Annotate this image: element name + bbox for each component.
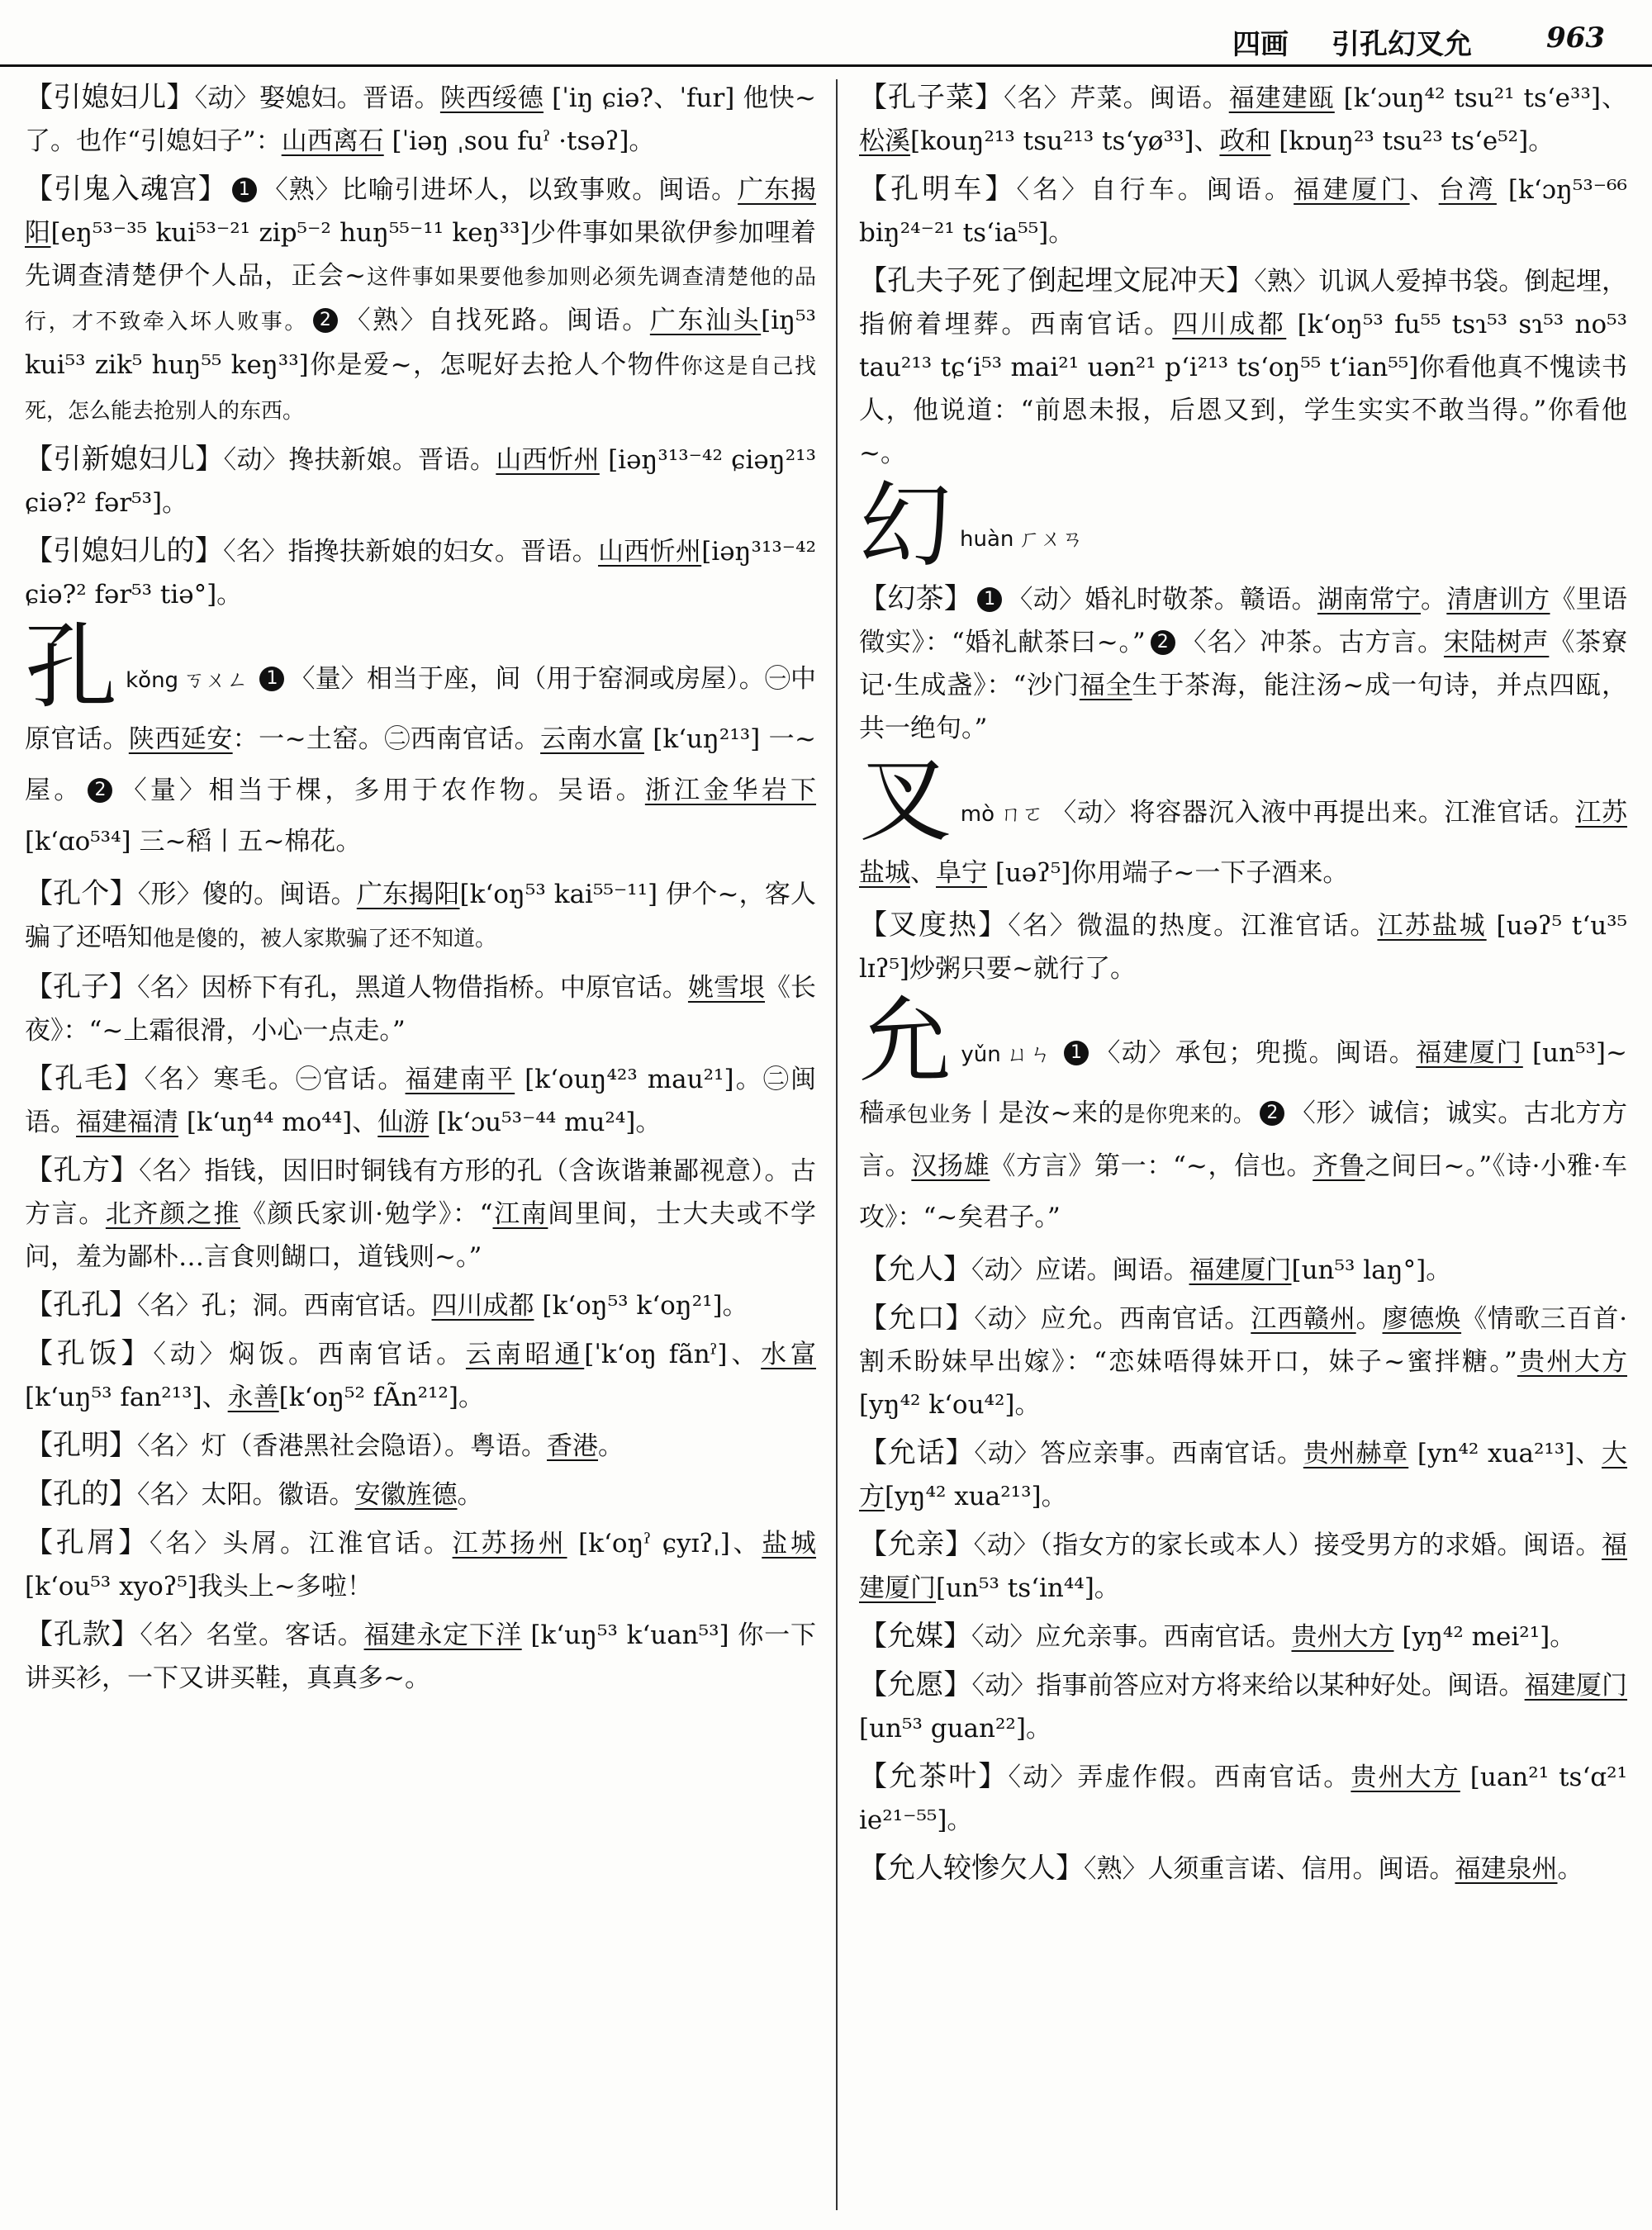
page-number: 963 [1546,21,1605,55]
entry-text: 〈动〉应允。西南官话。 [974,1304,1251,1334]
entry-text: 《方言》第一：“~，信也。 [990,1151,1313,1181]
dictionary-entry [25,529,816,616]
entry-text: 〈量〉相当于棵，多用于农作物。吴语。 [117,776,645,805]
dictionary-entry [25,168,816,433]
dictionary-entry [859,577,1627,750]
dictionary-entry [859,259,1627,475]
pinyin: mò [960,802,995,827]
entry-headword: 【孔方】 [25,1154,140,1187]
head-character: 允 [859,988,953,1095]
entry-headword: 【引媳妇儿】 [25,81,195,114]
entry-text: [yŋ⁴² xua²¹³]。 [885,1482,1067,1511]
entry-text: 〈熟〉自找死路。闽语。 [342,306,650,335]
place-name: 香港 [547,1431,598,1461]
place-name: 浙江金华岩下 [644,776,817,805]
place-name: 江苏盐城 [859,798,1627,888]
entry-text: 之间曰~。”《诗·小雅·车攻》：“~矣君子。” [859,1151,1628,1232]
zhuyin: ㄎㄨㄥ [183,668,249,693]
sense-number: 2 [1151,630,1175,655]
entry-text: 〈动〉婚礼时敬茶。赣语。 [1007,585,1317,614]
place-name: 齐鲁 [1313,1151,1365,1181]
entry-text: 、 [910,858,936,888]
sense-number: 2 [313,308,338,333]
entry-text: [kʻɔuŋ⁴² tsu²¹ tsʻe³³]、 [1334,83,1627,113]
place-name: 江西赣州 [1251,1304,1356,1334]
head-character: 幻 [859,472,952,580]
place-name: 北齐颜之推 [105,1199,241,1229]
entry-text: 《里语徵实》：“婚礼献茶曰~。” [859,585,1628,657]
head-character: 孔 [25,614,118,721]
entry-text: 〈名〉名堂。客话。 [140,1620,364,1650]
entry-headword: 【允人较惨欠人】 [859,1852,1084,1885]
head-character: 叉 [859,747,952,855]
gloss-text: 是你兜来的。 [1123,1103,1256,1127]
entry-headword: 【孔子菜】 [859,81,1004,114]
place-name: 汉扬雄 [911,1151,990,1181]
entry-text: [kʻoŋ⁵³ kʻoŋ²¹]。 [534,1291,748,1321]
entry-text: 。 [1557,1854,1583,1884]
entry-text: [kʻouŋ⁴²³ mau²¹]。㊁闽语。 [25,1065,817,1137]
entry-text: 〈动〉焖饭。西南官话。 [153,1340,466,1369]
entry-text: 〈动〉答应亲事。西南官话。 [974,1439,1303,1468]
dictionary-entry [25,1521,816,1608]
place-name: 贵州大方 [1291,1622,1394,1652]
place-name: 贵州赫章 [1303,1439,1409,1468]
sense-number: 1 [977,587,1002,612]
place-name: 贵州大方 [1351,1763,1460,1792]
right-column [859,76,1627,1896]
pinyin: kǒng [126,668,179,693]
entry-text: 〈名〉头屑。江淮官话。 [149,1529,453,1559]
entry-text: 〈熟〉讥讽人爱掉书袋。倒起埋，指俯着埋葬。西南官话。 [859,267,1627,339]
place-name: 广东揭阳 [25,175,817,248]
place-name: 山西离石 [281,126,384,156]
entry-text: [eŋ⁵³⁻³⁵ kui⁵³⁻²¹ zip⁵⁻² huŋ⁵⁵⁻¹¹ keŋ³³]少件事如果欲伊参加哩着先调查清楚伊个人品，正会~ [25,218,817,291]
place-name: 福建南平 [405,1065,515,1094]
dictionary-entry [859,1248,1627,1292]
place-name: 山西忻州 [496,445,600,475]
dictionary-entry [859,1847,1627,1891]
dictionary-entry [25,1473,816,1516]
place-name: 福建厦门 [859,1530,1628,1603]
entry-text: 〈形〉傻的。闽语。 [137,880,357,909]
character-entry [859,472,1627,580]
entry-text: [kʻoŋ⁵² fÃn²¹²]。 [278,1383,484,1412]
place-name: 陕西绥德 [439,83,544,113]
place-name: 福建建瓯 [1228,83,1335,113]
entry-headword: 【孔毛】 [25,1062,145,1095]
header-characters: 引孔幻叉允 [1332,28,1472,61]
entry-headword: 【引媳妇儿的】 [25,534,224,567]
place-name: 四川成都 [1172,310,1287,339]
entry-text: [kʻɔŋ⁵³⁻⁶⁶ biŋ²⁴⁻²¹ tsʻia⁵⁵]。 [859,175,1628,248]
dictionary-entry [25,1057,816,1144]
dictionary-entry [859,1615,1627,1658]
dictionary-entry [859,904,1627,990]
entry-text: [kʻuŋ⁴⁴ mo⁴⁴]、 [178,1108,378,1137]
place-name: 云南昭通 [465,1340,585,1369]
entry-text: [un⁵³ tsʻin⁴⁴]。 [936,1573,1120,1603]
dictionary-entry [859,1297,1627,1426]
character-entry [25,614,817,867]
entry-text: [ˈkʻoŋ fãnˀ]、 [584,1340,762,1369]
entry-text: 丨是汝~来的 [972,1098,1124,1128]
entry-text: 〈名〉太阳。徽语。 [137,1480,355,1510]
dictionary-entry [859,76,1627,163]
entry-text: [ˈiŋ ɕiə?、ˈfur] 他快~了。也作“引媳妇子”： [25,83,817,156]
dictionary-entry [25,1613,816,1700]
entry-text: 〈动〉娶媳妇。晋语。 [194,83,440,113]
entry-text: 。 [457,1480,483,1510]
place-name: 仙游 [377,1108,430,1137]
pinyin: huàn [960,527,1014,552]
entry-text: [yŋ⁴² mei²¹]。 [1393,1622,1576,1652]
place-name: 福建泉州 [1455,1854,1558,1884]
place-name: 水富 [761,1340,816,1369]
dictionary-entry [25,1149,816,1279]
place-name: 永善 [227,1383,279,1412]
entry-text: [kʻɑo⁵³⁴] 三~稻丨五~棉花。 [25,827,362,856]
place-name: 江苏扬州 [452,1529,567,1559]
gloss-text: 他是傻的，被人家欺骗了还不知道。 [153,927,497,951]
entry-text: [kɒuŋ²³ tsu²³ tsʻe⁵²]。 [1270,126,1555,156]
place-name: 宋陆树声 [1443,628,1550,657]
entry-text: 。 [1355,1304,1383,1334]
zhuyin: ㄏㄨㄢ [1018,527,1084,552]
entry-headword: 【孔子】 [25,970,138,1004]
entry-text: [uəʔ⁵]你用端子~一下子酒来。 [987,858,1349,888]
entry-text: [kʻoŋˀ ɕyɪʔˌ]、 [567,1529,762,1559]
entry-text: 《茶寮记·生成盏》：“沙门 [859,628,1628,700]
entry-headword: 【孔屑】 [25,1526,150,1559]
entry-text: [uan²¹ tsʻɑ²¹ ie²¹⁻⁵⁵]。 [859,1763,1628,1835]
entry-text: 〈动〉搀扶新娘。晋语。 [223,445,496,475]
dictionary-entry [25,438,816,524]
page-header [0,15,1652,67]
entry-headword: 【允话】 [859,1436,975,1469]
entry-text: [kʻuŋ²¹³] 一~屋。 [25,724,817,805]
entry-text: 〈动〉指事前答应对方将来给以某种好处。闽语。 [971,1671,1525,1701]
entry-text: 〈量〉相当于座，间（用于窑洞或房屋）。㊀中原官话。 [25,664,816,754]
place-name: 松溪 [859,126,910,156]
pinyin: yǔn [961,1042,1001,1067]
dictionary-entry [25,1424,816,1468]
dictionary-entry [859,168,1627,254]
zhuyin: ㄩㄣ [1005,1042,1052,1067]
entry-text: 〈名〉灯（香港黑社会隐语）。粤语。 [137,1431,547,1461]
dictionary-entry [25,872,816,961]
place-name: 四川成都 [431,1291,534,1321]
entry-text: 《长夜》：“~上霜很滑，小心一点走。” [25,973,817,1046]
place-name: 江南 [492,1199,548,1229]
entry-headword: 【引新媳妇儿】 [25,443,224,476]
place-name: 盐城 [762,1529,817,1559]
entry-text: [uəʔ⁵ tʻu³⁵ lɪʔ⁵]炒粥只要~就行了。 [859,911,1628,984]
entry-text: [kʻoŋ⁵³ kai⁵⁵⁻¹¹] 伊个~，客人骗了还唔知 [25,880,817,952]
dictionary-entry [859,1431,1627,1518]
entry-text: 〈名〉指钱，因旧时铜钱有方形的孔（含诙谐兼鄙视意）。古方言。 [25,1156,817,1229]
sense-number: 1 [232,178,257,202]
place-name: 阜宁 [936,858,987,888]
entry-text: 、 [1409,175,1439,205]
place-name: 贵州大方 [1517,1347,1628,1377]
entry-text: 〈名〉自行车。闽语。 [1016,175,1294,205]
dictionary-entry [859,1755,1627,1842]
entry-headword: 【孔夫子死了倒起埋文屁冲天】 [859,264,1255,297]
entry-headword: 【孔饭】 [25,1337,154,1370]
column-divider [836,79,838,2210]
entry-headword: 【允亲】 [859,1528,974,1561]
place-name: 安徽旌德 [354,1480,458,1510]
entry-text: 〈动〉将容器沉入液中再提出来。江淮官话。 [1051,798,1576,828]
entry-text: 。 [1421,585,1447,614]
entry-text: 〈熟〉人须重言诺、信用。闽语。 [1084,1854,1455,1884]
entry-text: 〈名〉微温的热度。江淮官话。 [1008,911,1378,941]
entry-headword: 【孔个】 [25,877,138,910]
entry-headword: 【允愿】 [859,1668,972,1701]
character-entry [859,988,1628,1243]
entry-headword: 【孔的】 [25,1478,137,1511]
place-name: 江苏盐城 [1377,911,1487,941]
place-name: 福建福清 [76,1108,178,1137]
entry-text: 〈名〉芹菜。闽语。 [1004,83,1229,113]
entry-text: 〈动〉承包；兜揽。闽语。 [1093,1038,1417,1068]
place-name: 福建厦门 [1416,1038,1523,1068]
entry-text: [kʻoŋ⁵³ fu⁵⁵ tsɿ⁵³ sɿ⁵³ no⁵³ tau²¹³ tɕʻi⁵³ mai²¹ uən²¹ pʻi²¹³ tsʻoŋ⁵⁵ tʻian⁵⁵]你看他真不愧读书人，他说道：“前恩未报，后恩又到，学生实实不敢当得。”你看他~。 [859,310,1627,468]
place-name: 福全 [1079,671,1132,700]
entry-headword: 【孔款】 [25,1618,140,1651]
place-name: 廖德焕 [1382,1304,1462,1334]
place-name: 广东汕头 [649,306,762,335]
gloss-text: 你这是自己找死，怎么能去抢别人的东西。 [25,354,816,424]
header-section-label: 四画 [1232,28,1289,61]
entry-text: 闾里间，士大夫或不学问，羞为鄙朴…言食则餬口，道钱则~。” [25,1199,817,1272]
entry-text: 〈名〉指搀扶新娘的妇女。晋语。 [223,537,599,567]
entry-text: 〈名〉冲茶。古方言。 [1180,628,1444,657]
entry-text: [yŋ⁴² kʻou⁴²]。 [859,1390,1041,1420]
entry-headword: 【允媒】 [859,1620,971,1653]
place-name: 福建厦门 [1524,1671,1628,1701]
entry-text: 〈名〉寒毛。㊀官话。 [144,1065,406,1094]
entry-text: [kʻɔu⁵³⁻⁴⁴ mu²⁴]。 [429,1108,662,1137]
entry-headword: 【叉度热】 [859,909,1009,942]
entry-text: 。 [598,1431,624,1461]
sense-number: 2 [1260,1101,1284,1126]
place-name: 福建永定下洋 [363,1620,522,1650]
place-name: 大方 [859,1439,1628,1511]
entry-text: 〈动〉（指女方的家长或本人）接受男方的求婚。闽语。 [973,1530,1602,1560]
gloss-text: 承包业务 [885,1103,973,1127]
place-name: 福建厦门 [1294,175,1410,205]
entry-text: [yn⁴² xua²¹³]、 [1408,1439,1602,1468]
place-name: 福建厦门 [1189,1255,1292,1285]
entry-text: 生于茶海，能注汤~成一句诗，并点四瓯，共一绝句。” [859,671,1628,743]
place-name: 姚雪垠 [687,973,766,1003]
entry-text: [kouŋ²¹³ tsu²¹³ tsʻyø³³]、 [910,126,1220,156]
entry-text: [un⁵³ laŋ°]。 [1291,1255,1452,1285]
entry-text: [iəŋ³¹³⁻⁴² ɕiəŋ²¹³ ɕiə?² fər⁵³]。 [25,445,816,518]
place-name: 广东揭阳 [356,880,460,909]
entry-text: [un⁵³ guan²²]。 [859,1714,1051,1744]
gloss-text: 这件事如果要他参加则必须先调查清楚他的品行，才不致牵入坏人败事。 [25,265,816,334]
place-name: 政和 [1219,126,1271,156]
character-entry [859,747,1627,899]
dictionary-entry [859,1663,1627,1750]
entry-headword: 【引鬼入魂宫】 [25,173,227,206]
entry-text: [ˈiəŋ ˌsou fuˀ ·tsəʔ]。 [383,126,655,156]
entry-text: ：一~土窑。㊁西南官话。 [232,724,541,754]
entry-text: 〈熟〉比喻引进坏人，以致事败。闽语。 [261,175,738,205]
entry-text: 〈名〉因桥下有孔，黑道人物借指桥。中原官话。 [137,973,688,1003]
entry-headword: 【允人】 [859,1253,971,1286]
entry-text: 〈动〉应诺。闽语。 [971,1255,1189,1285]
entry-text: 〈动〉弄虚作假。西南官话。 [1008,1763,1351,1792]
entry-headword: 【孔明车】 [859,173,1017,206]
place-name: 云南水富 [540,724,644,754]
entry-text: 《情歌三百首·割禾盼妹早出嫁》：“恋妹唔得妹开口，妹子~蜜拌糖。” [859,1304,1628,1377]
entry-text: 〈动〉应允亲事。西南官话。 [971,1622,1292,1652]
entry-text: 〈形〉诚信；诚实。古北方方言。 [859,1098,1627,1181]
entry-text: [kʻou⁵³ xyoʔ⁵]我头上~多啦！ [25,1572,373,1601]
entry-headword: 【允口】 [859,1302,975,1335]
entry-text: 《颜氏家训·勉学》：“ [240,1199,493,1229]
entry-text: [iəŋ³¹³⁻⁴² ɕiə?² fər⁵³ tiə°]。 [25,537,817,610]
entry-headword: 【孔孔】 [25,1288,137,1321]
sense-number: 2 [88,778,112,803]
place-name: 陕西延安 [128,724,233,754]
dictionary-entry [25,1332,816,1419]
entry-text: [iŋ⁵³ kui⁵³ zik⁵ huŋ⁵⁵ keŋ³³]你是爱~，怎呢好去抢人个物件 [25,306,816,380]
entry-text: [un⁵³]~穑 [859,1038,1628,1128]
left-column [25,76,816,1705]
dictionary-entry [25,76,816,163]
place-name: 清唐训方 [1446,585,1550,614]
dictionary-entry [25,1283,816,1327]
entry-headword: 【孔明】 [25,1429,137,1462]
sense-number: 1 [1064,1041,1089,1065]
entry-text: [kʻuŋ⁵³ kʻuan⁵³] 你一下讲买衫，一下又讲买鞋，真真多~。 [25,1620,817,1693]
entry-text: 〈名〉孔；洞。西南官话。 [137,1291,432,1321]
dictionary-entry [25,966,816,1052]
place-name: 山西忻州 [598,537,702,567]
entry-text: [kʻuŋ⁵³ fan²¹³]、 [25,1383,228,1412]
zhuyin: ㄇㄛ [999,802,1045,827]
place-name: 湖南常宁 [1317,585,1422,614]
entry-headword: 【幻茶】 [859,582,973,615]
place-name: 台湾 [1438,175,1497,205]
sense-number: 1 [259,667,284,691]
dictionary-entry [859,1523,1627,1610]
entry-headword: 【允茶叶】 [859,1760,1009,1793]
